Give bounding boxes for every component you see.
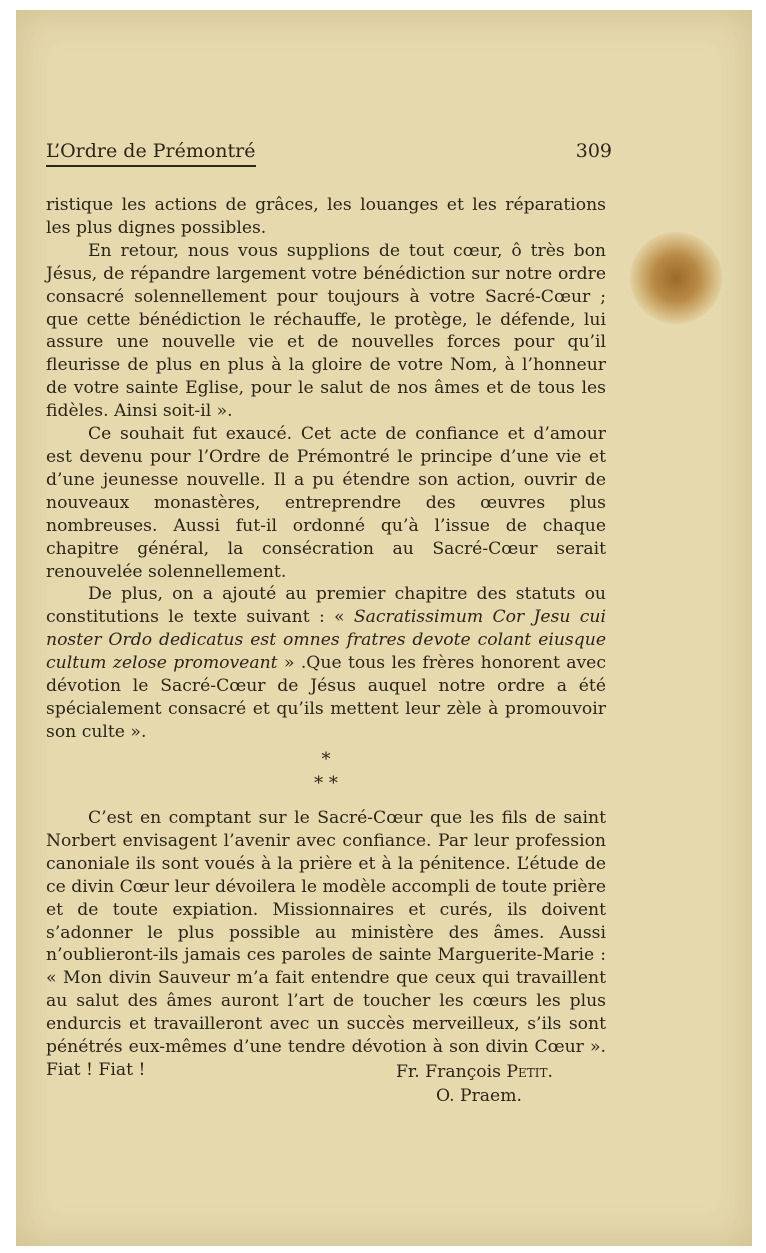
- asterism: [286, 748, 366, 796]
- running-title: L’Ordre de Prémontré: [46, 140, 256, 167]
- paragraph-continuation: ristique les actions de grâces, les louanges et les réparations les plus dignes possibles.: [46, 195, 606, 238]
- signature-name: [396, 1060, 596, 1084]
- signature-order: O. Praem.: [436, 1086, 522, 1106]
- paragraph-prayer: En retour, nous vous supplions de tout cœur, ô très bon Jésus, de répandre largement votre bénédiction sur notre ordre consacré solennellement pour toujours à votre Sacré-Cœur ; que cette bénédiction le réchauffe, le protège, le défende, lui assure une nouvelle vie et de nouvelles forces pour qu’il fleurisse de plus en plus à la gloire de votre Nom, à l’honneur de votre sainte Eglise, pour le salut de nos âmes et de tous les fidèles. Ainsi soit-il ».: [46, 240, 606, 422]
- page-sheet: [16, 10, 752, 1246]
- paragraph-statutes: [46, 583, 606, 743]
- body-text: [46, 194, 606, 744]
- statutes-intro: De plus, on a ajouté au premier chapitre des statuts ou constitutions le texte suivant : «: [46, 584, 606, 628]
- closing-text: [46, 807, 606, 1082]
- signature-prefix: Fr. François: [396, 1062, 507, 1082]
- paper-stain: [630, 232, 722, 324]
- statutes-translation: » .Que tous les frères honorent avec dévotion le Sacré-Cœur de Jésus auquel notre ordre a été spécialement consacré et qu’ils mettent leur zèle à promouvoir son culte ».: [46, 653, 606, 742]
- latin-quote: Sacratissimum Cor Jesu cui noster Ordo dedicatus est omnes fratres devote colant eiusque cultum zelose promoveant: [46, 607, 606, 674]
- signature-surname: Petit.: [506, 1062, 553, 1082]
- asterism-top: *: [321, 749, 331, 770]
- asterism-bottom: * *: [314, 773, 338, 794]
- paragraph-wish-granted: Ce souhait fut exaucé. Cet acte de confiance et d’amour est devenu pour l’Ordre de Prémontré le principe d’une vie et d’une jeunesse nouvelle. Il a pu étendre son action, ouvrir de nouveaux monastères, entreprendre des œuvres plus nombreuses. Aussi fut-il ordonné qu’à l’issue de chaque chapitre général, la consécration au Sacré-Cœur serait renouvelée solennellement.: [46, 424, 606, 582]
- page-number: 309: [575, 140, 612, 162]
- signature-block: [396, 1060, 596, 1108]
- paragraph-closing: C’est en comptant sur le Sacré-Cœur que les fils de saint Norbert envisagent l’avenir avec confiance. Par leur profession canoniale ils sont voués à la prière et à la pénitence. L’étude de ce divin Cœur leur dévoilera le modèle accompli de toute prière et de toute expiation. Missionnaires et curés, ils doivent s’adonner le plus possible au ministère des âmes. Aussi n’oublieront-ils jamais ces paroles de sainte Marguerite-Marie : « Mon divin Sauveur m’a fait entendre que ceux qui travaillent au salut des âmes auront l’art de toucher les cœurs les plus endurcis et travailleront avec un succès merveilleux, s’ils sont pénétrés eux-mêmes d’une tendre dévotion à son divin Cœur ». Fiat ! Fiat !: [46, 808, 606, 1080]
